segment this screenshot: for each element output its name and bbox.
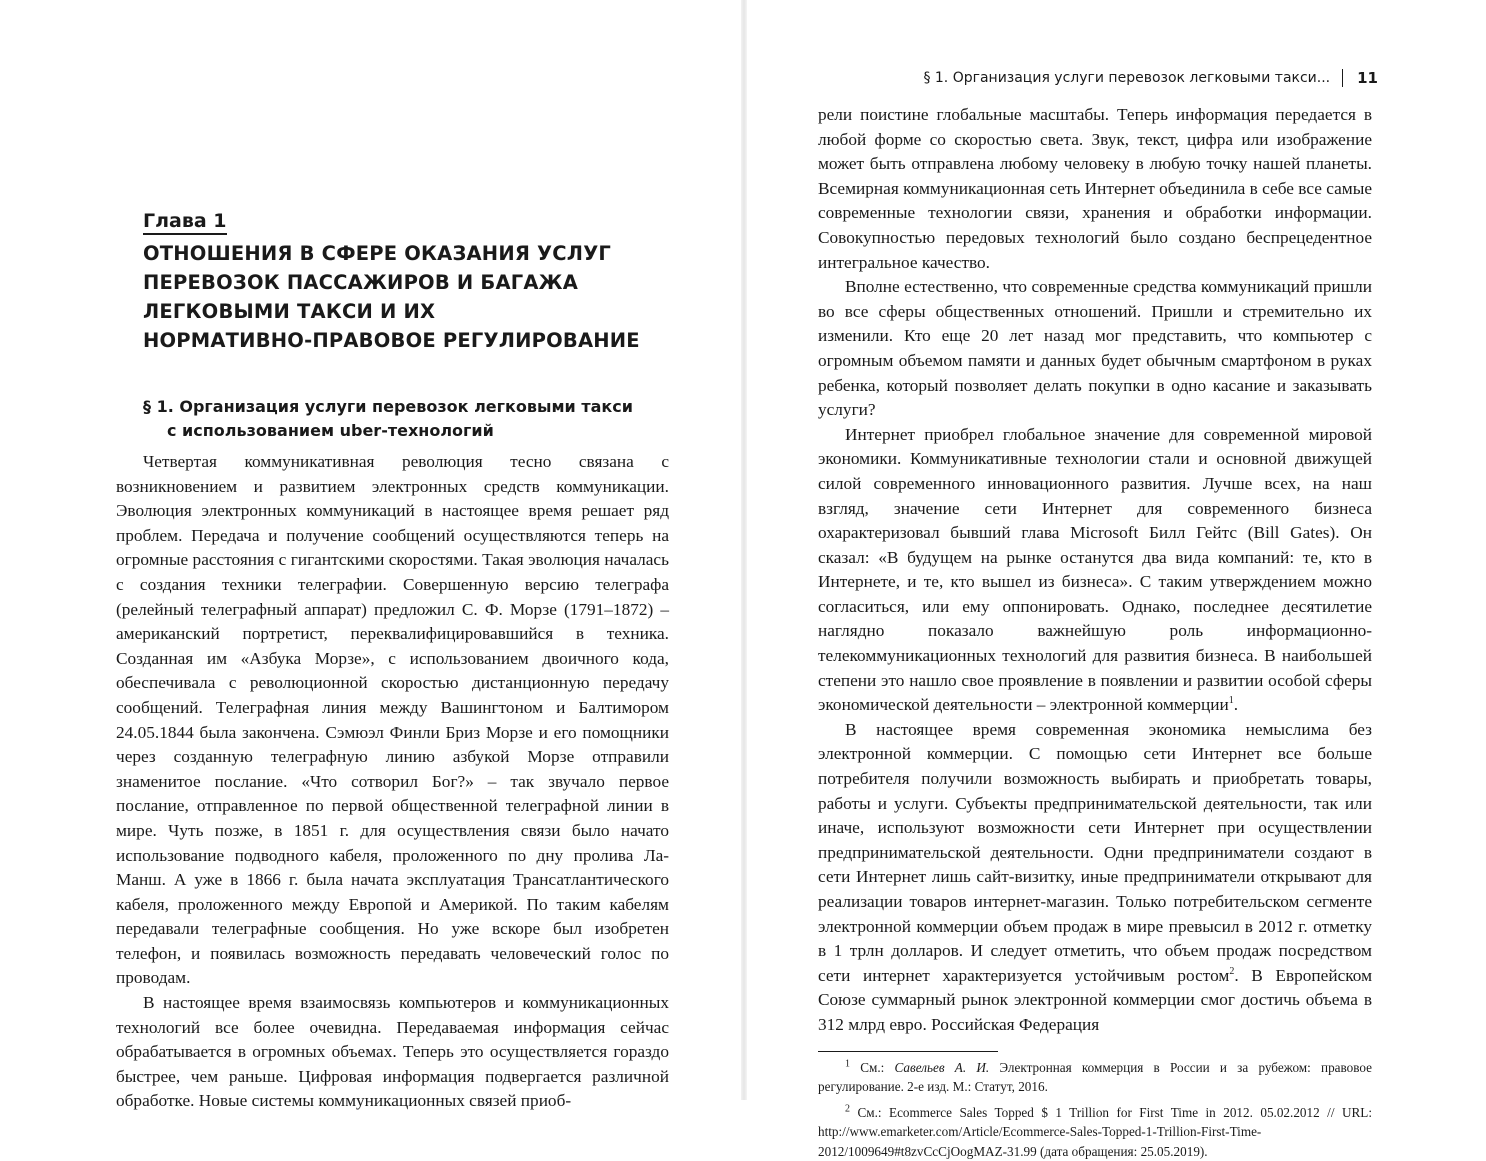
running-head bbox=[818, 66, 1378, 90]
page-gutter bbox=[741, 0, 747, 1100]
section-title-line-1: § 1. Организация услуги перевозок легковыми такси bbox=[143, 397, 633, 416]
footnote-prefix: См.: bbox=[850, 1104, 890, 1120]
footnote bbox=[818, 1058, 1372, 1097]
continuation-paragraph: рели поистине глобальные масштабы. Теперь информация передается в любой форме со скоростью света. Звук, текст, цифра или изображение может быть отправлена любому человеку в любую точку нашей планеты. Всемирная коммуникационная сеть Интернет объединила в себе все самые современные технологии связи, хранения и обработки информации. Совокупностью передовых технологий было создано беспрецедентное интегральное качество. bbox=[818, 105, 1372, 272]
paragraph-text-end: . В Европейском Союзе суммарный рынок электронной коммерции смог достичь объема в 312 млрд евро. Российская Федерация bbox=[818, 965, 1373, 1034]
body-paragraph bbox=[818, 718, 1372, 1038]
chapter-title-line: ЛЕГКОВЫМИ ТАКСИ И ИХ bbox=[143, 300, 436, 323]
left-page bbox=[116, 210, 669, 1114]
footnote-ref-2: 2 bbox=[1229, 966, 1235, 978]
right-page bbox=[818, 66, 1378, 1161]
running-head-title: § 1. Организация услуги перевозок легковыми такси... bbox=[923, 70, 1331, 86]
body-paragraph: В настоящее время взаимосвязь компьютеров и коммуникационных технологий все более очевидна. Передаваемая информация сейчас обрабатывается в огромных объемах. Теперь это осуществляется гораздо быстрее, чем раньше. Цифровая информация подвергается различной обработке. Новые системы коммуникационных связей приоб- bbox=[116, 993, 669, 1111]
chapter-title bbox=[143, 239, 669, 355]
footnote-rule bbox=[818, 1051, 998, 1052]
page-number: 11 bbox=[1357, 69, 1378, 87]
footnote-mark: 2 bbox=[845, 1103, 850, 1115]
chapter-title-line: ОТНОШЕНИЯ В СФЕРЕ ОКАЗАНИЯ УСЛУГ bbox=[143, 242, 612, 265]
body-paragraph: Четвертая коммуникативная революция тесно связана с возникновением и развитием электронных средств коммуникации. Эволюция электронных коммуникаций в настоящее время решает ряд проблем. Передача и получение сообщений осуществляются теперь на огромные расстояния с гигантскими скоростями. Такая эволюция началась с создания техники телеграфии. Совершенную версию телеграфа (релейный телеграфный аппарат) предложил С. Ф. Морзе (1791–1872) – американский портретист, переквалифицировавшийся в техника. Созданная им «Азбука Морзе», с использованием двоичного кода, обеспечивала с революционной скоростью дистанционную передачу сообщений. Телеграфная линия между Вашингтоном и Балтимором 24.05.1844 была закончена. Сэмюэл Финли Бриз Морзе и его помощники через созданную телеграфную линию азбукой Морзе отправили знаменитое послание. «Что сотворил Бог?» – так звучало первое послание, отправленное по первой общественной телеграфной линии в мире. Чуть позже, в 1851 г. для осуществления связи было начато использование подводного кабеля, проложенного по дну пролива Ла-Манш. А уже в 1866 г. была начата эксплуатация Трансатлантического кабеля, проложенного между Европой и Америкой. По таким кабелям передавали телеграфные сообщения. Но уже вскоре был изобретен телефон, и появилась возможность передавать человеческий голос по проводам. bbox=[116, 452, 669, 988]
footnote bbox=[818, 1103, 1372, 1161]
body-paragraph: Вполне естественно, что современные средства коммуникаций пришли во все сферы общественных отношений. Пришли и стремительно их изменили. Кто еще 20 лет назад мог представить, что компьютер с огромным объемом памяти и данных будет обычным смартфоном в руках ребенка, который позволяет делать покупки в одно касание и заказывать услуги? bbox=[818, 277, 1372, 420]
body-paragraph bbox=[818, 423, 1372, 718]
chapter-label: Глава 1 bbox=[143, 210, 227, 235]
footnote-text: Ecommerce Sales Topped $ 1 Trillion for First Time in 2012. 05.02.2012 // URL: http://www.emarketer.com/Article/Ecommerce-Sales-Topped-1-Trillion-First-Time-2012/1009649#t8zvCcCjOogMAZ-31.99 (дата обращения: 25.05.2019). bbox=[818, 1104, 1372, 1159]
footnote-author: Савельев А. И. bbox=[894, 1059, 990, 1075]
section-title bbox=[143, 395, 669, 443]
footnote-mark: 1 bbox=[845, 1058, 850, 1070]
chapter-title-line: НОРМАТИВНО-ПРАВОВОЕ РЕГУЛИРОВАНИЕ bbox=[143, 329, 640, 352]
paragraph-text-end: . bbox=[1233, 695, 1239, 715]
paragraph-text: Интернет приобрел глобальное значение для современной мировой экономики. Коммуникативные технологии стали и основной движущей силой современного инновационного развития. Лучше всех, на наш взгляд, значение сети Интернет для современного бизнеса охарактеризовал бывший глава Microsoft Билл Гейтс (Bill Gates). Он сказал: «В будущем на рынке останутся два вида компаний: те, кто в Интернете, и те, кто вышел из бизнеса». С таким утверждением можно согласиться, или ему оппонировать. Однако, последнее десятилетие наглядно показало важнейшую роль информационно-телекоммуникационных технологий для развития бизнеса. В наибольшей степени это нашло свое проявление в появлении и развитии особой сферы экономической деятельности – электронной коммерции bbox=[818, 424, 1372, 715]
footnote-ref-1: 1 bbox=[1228, 695, 1234, 707]
section-title-line-2: с использованием uber-технологий bbox=[167, 421, 494, 440]
chapter-title-line: ПЕРЕВОЗОК ПАССАЖИРОВ И БАГАЖА bbox=[143, 271, 579, 294]
paragraph-text: В настоящее время современная экономика немыслима без электронной коммерции. С помощью сети Интернет все больше потребителя получили возможность выбирать и приобретать товары, работы и услуги. Субъекты предпринимательской деятельности, так или иначе, используют возможности сети Интернет при осуществлении предпринимательской деятельности. Одни предприниматели создают в сети Интернет лишь сайт-визитку, иные предприниматели открывают для реализации товаров интернет-магазин. Только потребительском сегменте электронной коммерции объем продаж в мире превысил в 2012 г. отметку в 1 трлн долларов. И следует отметить, что объем продаж посредством сети интернет характеризуется устойчивым ростом bbox=[818, 719, 1372, 985]
footnote-text: Электронная коммерция в России и за рубежом: правовое регулирование. 2-е изд. М.: Статут, 2016. bbox=[818, 1059, 1372, 1095]
footnote-prefix: См.: bbox=[850, 1059, 895, 1075]
